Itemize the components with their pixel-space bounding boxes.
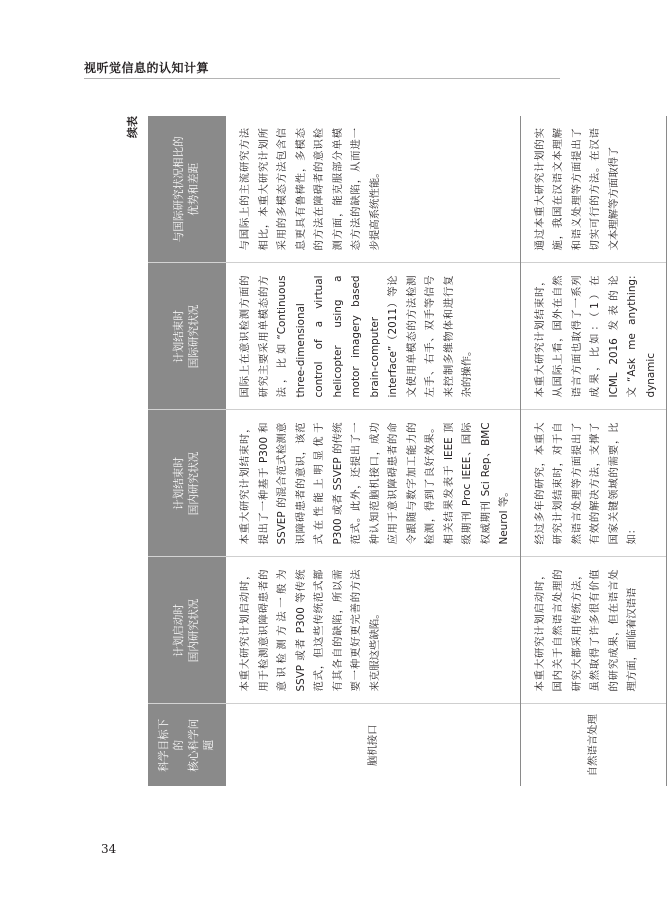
- international-end-cell: 国际上在意识检测方面的研究主要采用单模态的方法，比如“Continuous three-dimensional control of a virtual helicopter using a motor imagery based brain-computer interface”（2011）等论文使用单模态的方法检测左手、右手、双手等信号来控制多维物体和进行复杂的操作。: [226, 263, 520, 410]
- header-line: 科学目标下的: [158, 718, 186, 772]
- research-status-table: [148, 116, 667, 786]
- domestic-start-cell: 本重大研究计划启动时，用于检测意识障碍患者的意识检测方法一般为 SSVP 或者 P300 等传统范式，但这些传统范式都有其各自的缺陷，所以需要一种更好更完善的方法来克服这些缺陷。: [226, 557, 520, 704]
- header-line: 计划结束时: [173, 310, 186, 363]
- page-number: 34: [101, 842, 117, 856]
- header-line: 国内研究状况: [188, 451, 200, 516]
- domestic-end-cell: 本重大研究计划结束时，提出了一种基于 P300 和 SSVEP 的混合范式检测意识障碍患者的意识，该范式在性能上明显优于 P300 或者 SSVEP 的传统范式。此外，还提出了一种认知范脑机接口，成功应用于意识障碍患者的命令跟随与数字加工能力的检测，得到了良好效果。相关结果发表于 IEEE 顶级期刊 Proc IEEE、国际权威期刊 Sci Rep、BMC Neurol 等。: [226, 410, 520, 557]
- table-header-row: [148, 116, 226, 786]
- topic-cell: 自然语言处理: [520, 704, 667, 786]
- landscape-table-container: [126, 116, 657, 786]
- header-international-end: [148, 263, 226, 410]
- header-line: 优势和差距: [188, 162, 200, 216]
- continued-table-label: 续表: [126, 116, 139, 138]
- header-comparison: [148, 116, 226, 263]
- header-line: 计划结束时: [173, 457, 186, 510]
- topic-cell: 脑机接口: [226, 704, 520, 786]
- domestic-end-cell: 经过多年的研究，本重大研究计划结束时，对于自然语言处理等方面提出了有效的解决方法，支撑了国家关键领域的需要，比如：: [520, 410, 667, 557]
- running-head: 视听觉信息的认知计算: [84, 61, 210, 75]
- header-rule: [84, 78, 560, 79]
- header-line: 核心科学问题: [188, 718, 215, 772]
- header-line: 国内研究状况: [188, 598, 200, 663]
- header-line: 计划启动时: [173, 604, 186, 657]
- header-core-question: [148, 704, 226, 786]
- international-end-cell: 本重大研究计划结束时，从国际上看，国外在自然语言方面也取得了一系列成果，比如：（1）在 ICML 2016 发表的论文“Ask me anything: dynamic: [520, 263, 667, 410]
- header-line: 国际研究状况: [188, 304, 200, 369]
- comparison-cell: 与国际上的主流研究方法相比，本重大研究计划所采用的多模态方法包含信息更具有鲁棒性，多模态的方法在障碍者的意识检测方面，能克服部分单模态方法的缺陷，从而进一步提高系统性能。: [226, 116, 520, 263]
- table-row: [520, 116, 667, 786]
- comparison-cell: 通过本重大研究计划的实施，我国在汉语文本理解和语义处理等方面提出了切实可行的方法。在汉语文本理解等方面取得了: [520, 116, 667, 263]
- header-domestic-start: [148, 557, 226, 704]
- rotated-table-area: [126, 116, 657, 786]
- table-row: [226, 116, 520, 786]
- header-line: 与国际研究状况相比的: [173, 136, 186, 243]
- domestic-start-cell: 本重大研究计划启动时，国内关于自然语言处理的研究大都采用传统方法，虽然取得了许多很有价值的研究成果，但在语言处理方面，面临着汉语语: [520, 557, 667, 704]
- header-domestic-end: [148, 410, 226, 557]
